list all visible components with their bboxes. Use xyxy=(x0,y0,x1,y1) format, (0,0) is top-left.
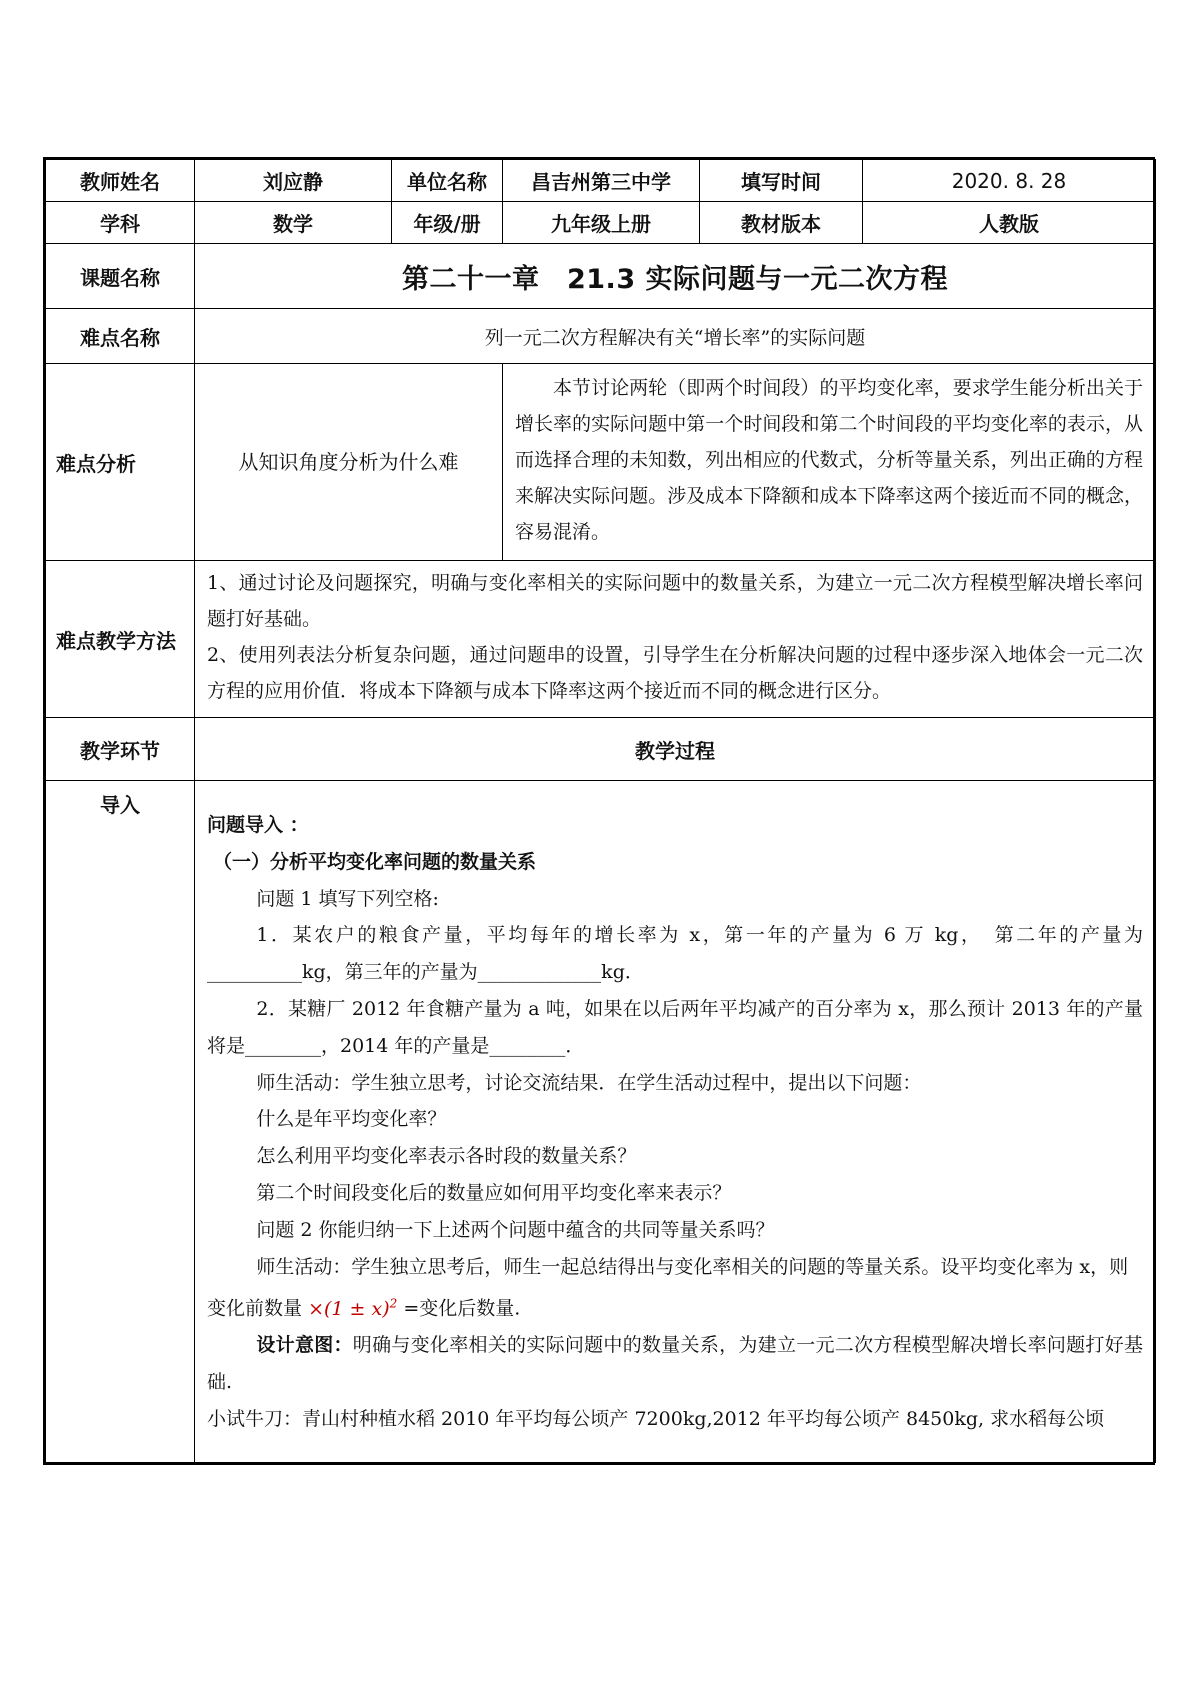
method-text xyxy=(195,561,1156,718)
analysis-row xyxy=(46,364,1156,561)
teacher-value: 刘应静 xyxy=(195,160,392,202)
method-row xyxy=(46,561,1156,718)
date-label: 填写时间 xyxy=(700,160,863,202)
intro-line-13: 小试牛刀：青山村种植水稻 2010 年平均每公顷产 7200kg,2012 年平均每公顷产 8450kg, 求水稻每公顷 xyxy=(207,1408,1105,1431)
grade-label: 年级/册 xyxy=(392,202,503,244)
intro-row xyxy=(46,781,1156,1463)
intro-line-4: 1．某农户的粮食产量，平均每年的增长率为 x，第一年的产量为 6 万 kg， 第二年的产量为__________kg，第三年的产量为_____________kg． xyxy=(207,924,1143,984)
edition-label: 教材版本 xyxy=(700,202,863,244)
unit-label: 单位名称 xyxy=(392,160,503,202)
header-row-2 xyxy=(46,202,1156,244)
difficulty-row xyxy=(46,309,1156,364)
intro-line-6: 师生活动：学生独立思考，讨论交流结果．在学生活动过程中，提出以下问题： xyxy=(256,1071,922,1094)
grade-value: 九年级上册 xyxy=(503,202,700,244)
intro-line-3: 问题 1 填写下列空格: xyxy=(256,887,439,910)
teacher-label: 教师姓名 xyxy=(46,160,195,202)
analysis-sublabel: 从知识角度分析为什么难 xyxy=(195,364,503,561)
process-label: 教学过程 xyxy=(195,718,1156,781)
edition-value: 人教版 xyxy=(863,202,1156,244)
topic-label: 课题名称 xyxy=(46,244,195,309)
design-text: 明确与变化率相关的实际问题中的数量关系，为建立一元二次方程模型解决增长率问题打好基础. xyxy=(207,1334,1143,1394)
intro-line-7: 什么是年平均变化率？ xyxy=(256,1108,447,1131)
intro-line-10: 问题 2 你能归纳一下上述两个问题中蕴含的共同等量关系吗？ xyxy=(256,1218,775,1241)
formula-exponent: 2 xyxy=(389,1296,398,1311)
intro-line-1: 问题导入 ： xyxy=(207,814,309,836)
intro-line-11: 师生活动：学生独立思考后，师生一起总结得出与变化率相关的问题的等量关系。设平均变化率为 x，则 xyxy=(256,1255,1129,1278)
subject-label: 学科 xyxy=(46,202,195,244)
formula-expression xyxy=(308,1298,397,1320)
intro-content xyxy=(195,781,1156,1463)
method-point-1: 1、通过讨论及问题探究，明确与变化率相关的实际问题中的数量关系，为建立一元二次方程模型解决增长率问题打好基础。 xyxy=(207,572,1143,630)
design-label: 设计意图： xyxy=(256,1334,353,1357)
method-label: 难点教学方法 xyxy=(46,561,195,718)
formula-pre: 变化前数量 xyxy=(207,1297,303,1320)
intro-label: 导入 xyxy=(46,781,195,1463)
formula-expr: ×(1 ± x) xyxy=(308,1297,390,1320)
formula-post: =变化后数量. xyxy=(403,1297,521,1320)
intro-line-2: （一）分析平均变化率问题的数量关系 xyxy=(213,850,537,873)
stage-label: 教学环节 xyxy=(46,718,195,781)
design-intent xyxy=(207,1327,1143,1401)
analysis-text: 本节讨论两轮（即两个时间段）的平均变化率，要求学生能分析出关于增长率的实际问题中第一个时间段和第二个时间段的平均变化率的表示，从而选择合理的未知数，列出相应的代数式，分析等量关系，列出正确的方程来解决实际问题。涉及成本下降额和成本下降率这两个接近而不同的概念，容易混淆。 xyxy=(503,364,1156,561)
intro-line-8: 怎么利用平均变化率表示各时段的数量关系？ xyxy=(256,1145,637,1168)
topic-title: 第二十一章 21.3 实际问题与一元二次方程 xyxy=(195,244,1156,309)
analysis-label: 难点分析 xyxy=(46,364,195,561)
formula-line xyxy=(207,1285,1143,1327)
unit-value: 昌吉州第三中学 xyxy=(503,160,700,202)
intro-line-9: 第二个时间段变化后的数量应如何用平均变化率来表示？ xyxy=(256,1181,732,1204)
difficulty-value: 列一元二次方程解决有关“增长率”的实际问题 xyxy=(195,309,1156,364)
difficulty-label: 难点名称 xyxy=(46,309,195,364)
lesson-plan-table xyxy=(43,157,1155,1465)
subject-value: 数学 xyxy=(195,202,392,244)
topic-row xyxy=(46,244,1156,309)
date-value: 2020. 8. 28 xyxy=(863,160,1156,202)
intro-line-5: 2．某糖厂 2012 年食糖产量为 a 吨，如果在以后两年平均减产的百分率为 x，那么预计 2013 年的产量将是________，2014 年的产量是________． xyxy=(207,997,1143,1057)
header-row-1 xyxy=(46,160,1156,202)
method-point-2: 2、使用列表法分析复杂问题，通过问题串的设置，引导学生在分析解决问题的过程中逐步深入地体会一元二次方程的应用价值．将成本下降额与成本下降率这两个接近而不同的概念进行区分。 xyxy=(207,644,1143,702)
process-header-row xyxy=(46,718,1156,781)
